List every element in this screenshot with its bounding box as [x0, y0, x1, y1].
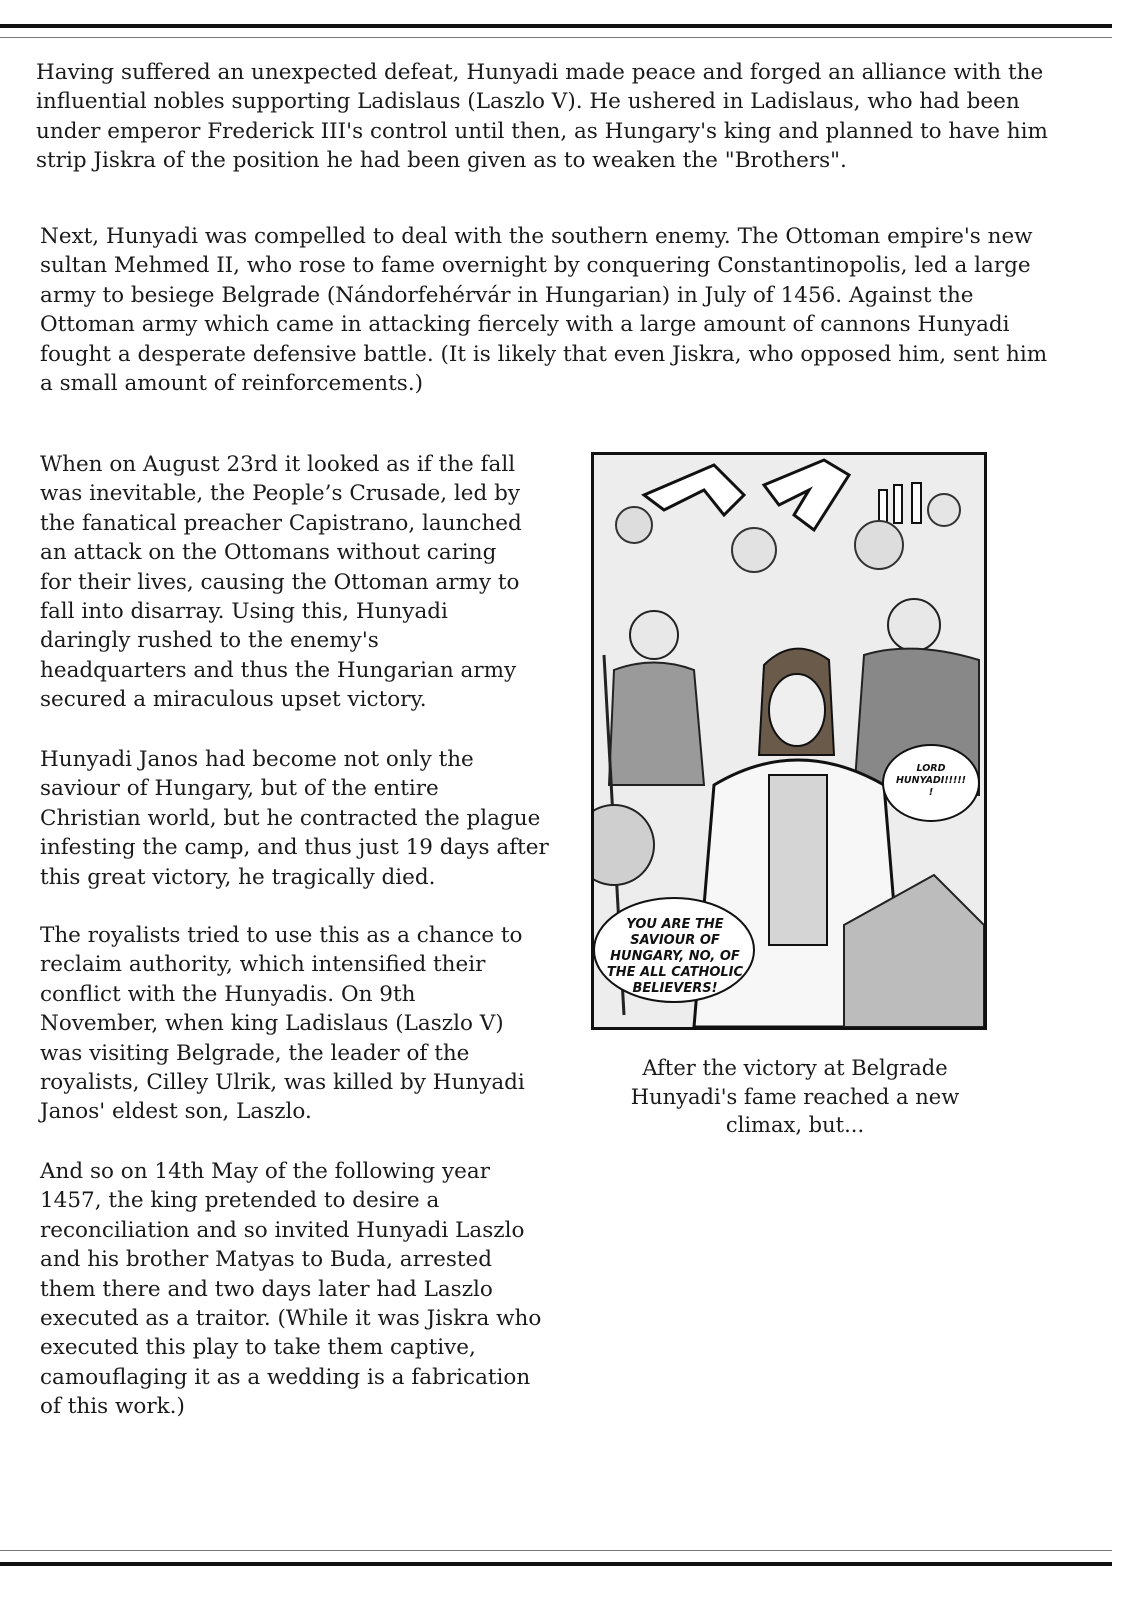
- paragraph-royalists: The royalists tried to use this as a chance to reclaim authority, which intensified their conflict with the Hunyadis. On 9th November, when king Ladislaus (Laszlo V) was visiting Belgrade, the leader of the royalists, Cilley Ulrik, was killed by Hunyadi Janos' eldest son, Laszlo.: [40, 923, 525, 1125]
- top-border-thin: [0, 37, 1112, 38]
- speech-bubble-lord-hunyadi: LORD HUNYADI!!!!! !: [895, 763, 967, 798]
- paragraph-execution: And so on 14th May of the following year 1457, the king pretended to desire a reconciliation and so invited Hunyadi Laszlo and his brother Matyas to Buda, arrested them there and two days later had Laszlo executed as a traitor. (While it was Jiskra who executed this play to take them captive, camouflaging it as a wedding is a fabrication of this work.): [40, 1159, 542, 1420]
- illustration-caption: After the victory at Belgrade Hunyadi's fame reached a new climax, but...: [630, 1056, 960, 1137]
- speech-bubble-saviour: YOU ARE THE SAVIOUR OF HUNGARY, NO, OF THE ALL CATHOLIC BELIEVERS!: [606, 917, 744, 996]
- top-border-thick: [0, 24, 1112, 28]
- paragraph-alliance: Having suffered an unexpected defeat, Hunyadi made peace and forged an alliance with the influential nobles supporting Ladislaus (Laszlo V). He ushered in Ladislaus, who had been under emperor Frederick III's control until then, as Hungary's king and planned to have him strip Jiskra of the position he had been given as to weaken the "Brothers".: [36, 60, 1048, 174]
- paragraph-death: Hunyadi Janos had become not only the saviour of Hungary, but of the entire Christian world, but he contracted the plague infesting the camp, and thus just 19 days after this great victory, he tragically died.: [40, 747, 549, 890]
- bottom-border-thin: [0, 1550, 1112, 1551]
- manga-panel-illustration: [591, 452, 987, 1030]
- paragraph-victory: When on August 23rd it looked as if the fall was inevitable, the People’s Crusade, led by the fanatical preacher Capistrano, launched an attack on the Ottomans without caring for their lives, causing the Ottoman army to fall into disarray. Using this, Hunyadi daringly rushed to the enemy's headquarters and thus the Hungarian army secured a miraculous upset victory.: [40, 452, 522, 713]
- paragraph-ottoman-siege: Next, Hunyadi was compelled to deal with the southern enemy. The Ottoman empire's new sultan Mehmed II, who rose to fame overnight by conquering Constantinopolis, led a large army to besiege Belgrade (Nándorfehérvár in Hungarian) in July of 1456. Against the Ottoman army which came in attacking fiercely with a large amount of cannons Hunyadi fought a desperate defensive battle. (It is likely that even Jiskra, who opposed him, sent him a small amount of reinforcements.): [40, 224, 1048, 397]
- bottom-border-thick: [0, 1562, 1112, 1566]
